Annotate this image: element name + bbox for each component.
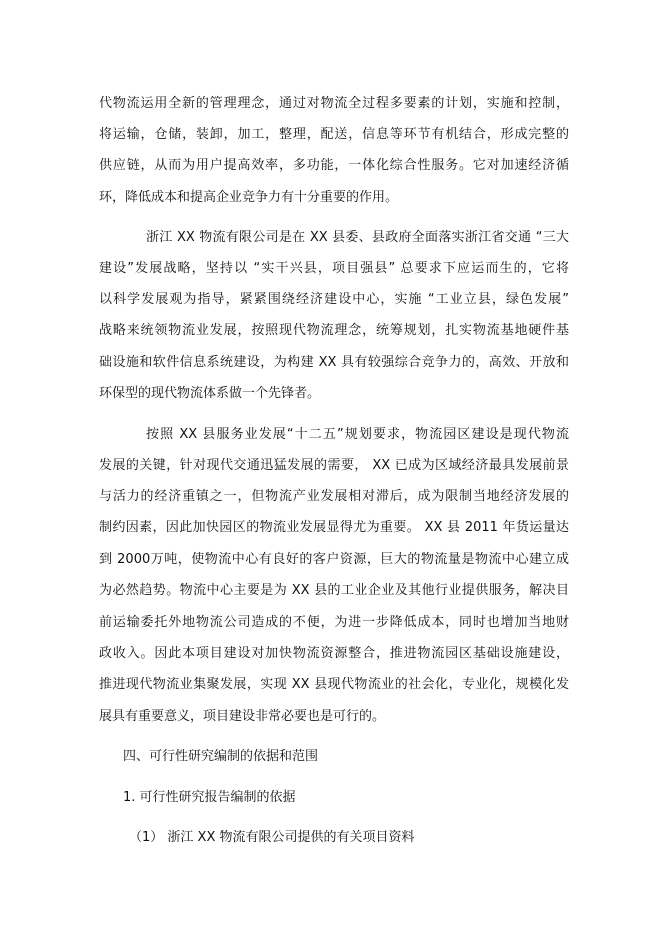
paragraph-1-line-2: 将运输，仓储，装卸，加工，整理，配送，信息等环节有机结合，形成完整的 bbox=[99, 127, 569, 142]
paragraph-3-line-3: 与活力的经济重镇之一，但物流产业发展相对滞后，成为限制当地经济发展的 bbox=[99, 489, 569, 504]
paragraph-1-line-3: 供应链，从而为用户提高效率，多功能，一体化综合性服务。它对加速经济循 bbox=[99, 158, 569, 173]
paragraph-3-line-8: 政收入。因此本项目建设对加快物流资源整合，推进物流园区基础设施建设， bbox=[99, 646, 569, 661]
paragraph-3-line-9: 推进现代物流业集聚发展，实现 XX 县现代物流业的社会化，专业化，规模化发 bbox=[99, 677, 569, 692]
paragraph-2-line-5: 础设施和软件信息系统建设，为构建 XX 具有较强综合竞争力的，高效、开放和 bbox=[99, 355, 569, 370]
paragraph-2-line-4: 战略来统领物流业发展，按照现代物流理念，统筹规划，扎实物流基地硬件基 bbox=[99, 323, 569, 338]
subsection-heading: 1. 可行性研究报告编制的依据 bbox=[123, 790, 296, 805]
paragraph-3-line-6: 为必然趋势。物流中心主要是为 XX 县的工业企业及其他行业提供服务，解决目 bbox=[99, 583, 569, 598]
paragraph-2-line-6: 环保型的现代物流体系做一个先锋者。 bbox=[99, 386, 321, 401]
paragraph-3-line-1: 按照 XX 县服务业发展“十二五”规划要求，物流园区建设是现代物流 bbox=[146, 427, 569, 442]
paragraph-3-line-10: 展具有重要意义，项目建设非常必要也是可行的。 bbox=[99, 709, 386, 724]
list-item: （1） 浙江 XX 物流有限公司提供的有关项目资料 bbox=[129, 830, 415, 845]
paragraph-1-line-1: 代物流运用全新的管理理念，通过对物流全过程多要素的计划，实施和控制， bbox=[99, 96, 569, 111]
paragraph-3-line-2: 发展的关键，针对现代交通迅猛发展的需要， XX 已成为区域经济最具发展前景 bbox=[99, 458, 569, 473]
paragraph-3-line-4: 制约因素，因此加快园区的物流业发展显得尤为重要。 XX 县 2011 年货运量达 bbox=[99, 520, 569, 535]
paragraph-1-line-4: 环，降低成本和提高企业竞争力有十分重要的作用。 bbox=[99, 190, 399, 205]
paragraph-2-line-1: 浙江 XX 物流有限公司是在 XX 县委、县政府全面落实浙江省交通 “三大 bbox=[146, 230, 569, 245]
paragraph-2-line-3: 以科学发展观为指导，紧紧围绕经济建设中心，实施 “工业立县，绿色发展” bbox=[99, 292, 569, 307]
paragraph-2-line-2: 建设”发展战略，坚持以 “实干兴县，项目强县” 总要求下应运而生的，它将 bbox=[99, 261, 569, 276]
paragraph-3-line-5: 到 2000万吨，使物流中心有良好的客户资源，巨大的物流量是物流中心建立成 bbox=[99, 552, 569, 567]
section-heading: 四、可行性研究编制的依据和范围 bbox=[123, 749, 319, 764]
paragraph-3-line-7: 前运输委托外地物流公司造成的不便，为进一步降低成本，同时也增加当地财 bbox=[99, 615, 569, 630]
